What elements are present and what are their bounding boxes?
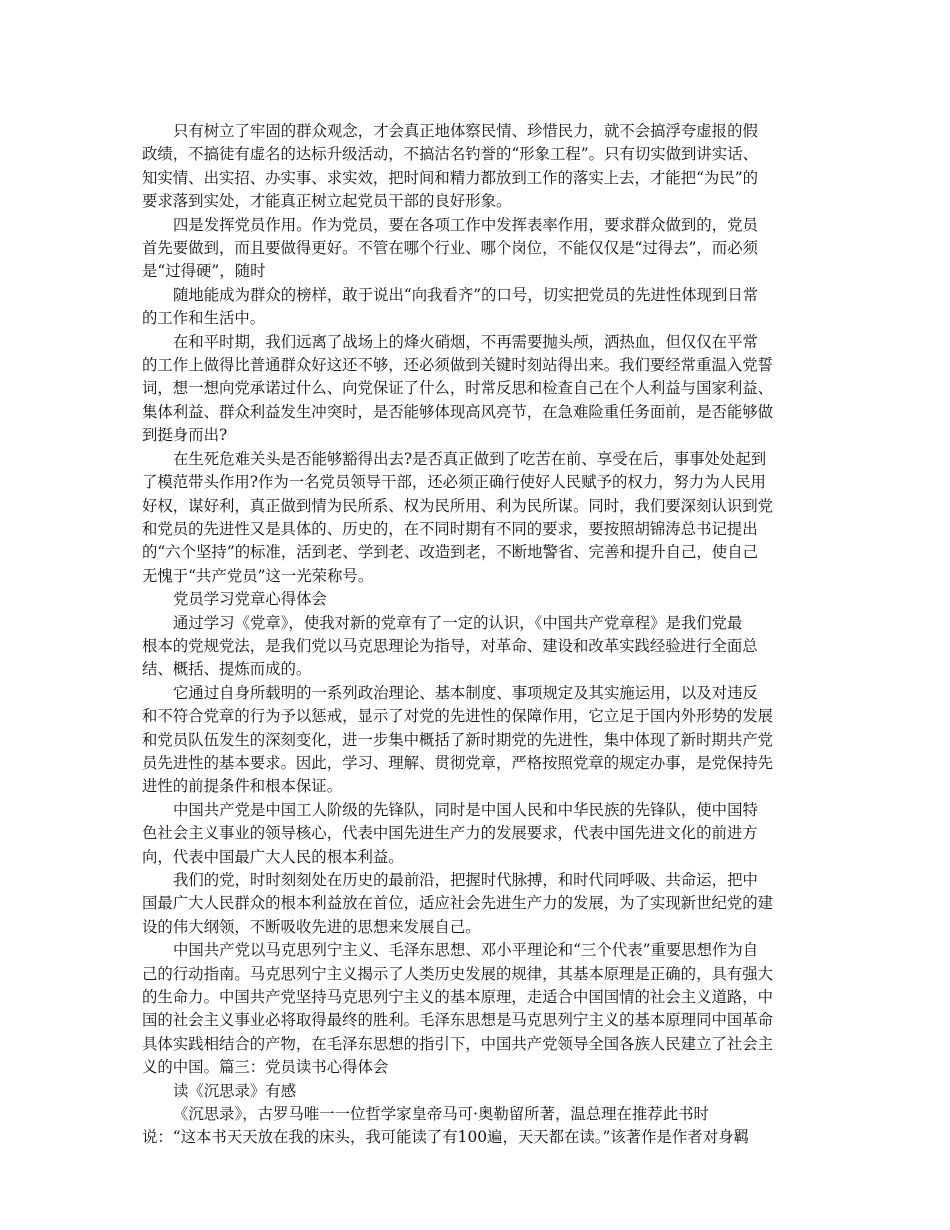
section-heading: 党员学习党章心得体会 <box>173 590 327 609</box>
document-page <box>142 120 808 1150</box>
text-line: 中国共产党以马克思列宁主义、毛泽东思想、邓小平理论和“三个代表”重要思想作为自 <box>173 941 759 960</box>
text-line: 进性的前提条件和根本保证。 <box>142 777 343 796</box>
text-line: 中国共产党是中国工人阶级的先锋队，同时是中国人民和中华民族的先锋队，使中国特 <box>173 800 758 819</box>
text-line: 和不符合党章的行为予以惩戒，显示了对党的先进性的保障作用，它立足于国内外形势的发展 <box>142 707 774 726</box>
text-line: 集体利益、群众利益发生冲突时，是否能够体现高风亮节，在急难险重任务面前，是否能够做 <box>142 402 774 421</box>
text-line: 己的行动指南。马克思列宁主义揭示了人类历史发展的规律，其基本原理是正确的，具有强大 <box>142 964 774 983</box>
text-line: 结、概括、提炼而成的。 <box>142 660 312 679</box>
text-line: 词，想一想向党承诺过什么、向党保证了什么，时常反思和检查自己在个人利益与国家利益、 <box>142 379 774 398</box>
text-line: 的生命力。中国共产党坚持马克思列宁主义的基本原理，走适合中国国情的社会主义道路，中 <box>142 988 774 1007</box>
text-line: 只有树立了牢固的群众观念，才会真正地体察民情、珍惜民力，就不会搞浮夸虚报的假 <box>173 122 758 140</box>
text-line: 是“过得硬”，随时 <box>142 262 266 281</box>
text-line: 好权，谋好利，真正做到情为民所系、权为民所用、利为民所谋。同时，我们要深刻认识到党 <box>142 496 774 515</box>
text-line: 了模范带头作用?作为一名党员领导干部，还必须正确行使好人民赋予的权力，努力为人民用 <box>142 473 766 492</box>
text-line: 随地能成为群众的榜样，敢于说出“向我看齐”的口号，切实把党员的先进性体现到日常 <box>173 285 759 304</box>
text-line: 义的中国。篇三：党员读书心得体会 <box>142 1058 389 1077</box>
text-line: 的“六个坚持”的标准，活到老、学到老、改造到老，不断地警省、完善和提升自己，使自己 <box>142 543 758 562</box>
text-line: 无愧于“共产党员”这一光荣称号。 <box>142 566 374 585</box>
text-line: 在和平时期，我们远离了战场上的烽火硝烟，不再需要抛头颅，洒热血，但仅仅在平常 <box>173 332 758 351</box>
text-line: 和党员的先进性又是具体的、历史的，在不同时期有不同的要求，要按照胡锦涛总书记提出 <box>142 519 758 538</box>
text-line: 《沉思录》，古罗马唯一一位哲学家皇帝马可·奥勒留所著，温总理在推荐此书时 <box>173 1105 709 1124</box>
text-line: 具体实践相结合的产物，在毛泽东思想的指引下，中国共产党领导全国各族人民建立了社会主 <box>142 1034 774 1053</box>
text-line: 根本的党规党法，是我们党以马克思理论为指导，对革命、建设和改革实践经验进行全面总 <box>142 636 758 655</box>
text-line: 通过学习《党章》，使我对新的党章有了一定的认识，《中国共产党章程》是我们党最 <box>173 613 743 632</box>
text-line: 国的社会主义事业必将取得最终的胜利。毛泽东思想是马克思列宁主义的基本原理同中国革命 <box>142 1011 774 1030</box>
text-line: 向，代表中国最广大人民的根本利益。 <box>142 847 404 866</box>
text-line: 的工作上做得比普通群众好这还不够，还必须做到关键时刻站得出来。我们要经常重温入党誓 <box>142 356 774 375</box>
text-line: 国最广大人民群众的根本利益放在首位，适应社会先进生产力的发展，为了实现新世纪党的建 <box>142 894 774 913</box>
text-line: 色社会主义事业的领导核心，代表中国先进生产力的发展要求，代表中国先进文化的前进方 <box>142 824 758 843</box>
text-line: 说：“这本书天天放在我的床头，我可能读了有100遍，天天都在读。”该著作是作者对身羁 <box>142 1128 749 1147</box>
text-line: 它通过自身所载明的一系列政治理论、基本制度、事项规定及其实施运用，以及对违反 <box>173 683 758 702</box>
text-line: 知实情、出实招、办实事、求实效，把时间和精力都放到工作的落实上去，才能把“为民”的 <box>142 168 758 187</box>
text-line: 要求落到实处，才能真正树立起党员干部的良好形象。 <box>142 192 512 211</box>
text-line: 到挺身而出? <box>142 426 228 445</box>
text-line: 四是发挥党员作用。作为党员，要在各项工作中发挥表率作用，要求群众做到的，党员 <box>173 215 758 234</box>
text-line: 员先进性的基本要求。因此，学习、理解、贯彻党章，严格按照党章的规定办事，是党保持先 <box>142 753 774 772</box>
text-line: 在生死危难关头是否能够豁得出去?是否真正做到了吃苦在前、享受在后，事事处处起到 <box>173 449 767 468</box>
section-heading: 读《沉思录》有感 <box>173 1081 297 1100</box>
text-line: 我们的党，时时刻刻处在历史的最前沿，把握时代脉搏，和时代同呼吸、共命运，把中 <box>173 871 758 889</box>
text-line: 首先要做到，而且要做得更好。不管在哪个行业、哪个岗位，不能仅仅是“过得去”，而必须 <box>142 239 758 258</box>
text-line: 政绩，不搞徒有虚名的达标升级活动，不搞沽名钓誉的“形象工程”。只有切实做到讲实话、 <box>142 145 758 164</box>
text-line: 的工作和生活中。 <box>142 309 266 328</box>
text-line: 和党员队伍发生的深刻变化，进一步集中概括了新时期党的先进性，集中体现了新时期共产党 <box>142 730 774 749</box>
text-line: 设的伟大纲领，不断吸收先进的思想来发展自己。 <box>142 917 481 936</box>
